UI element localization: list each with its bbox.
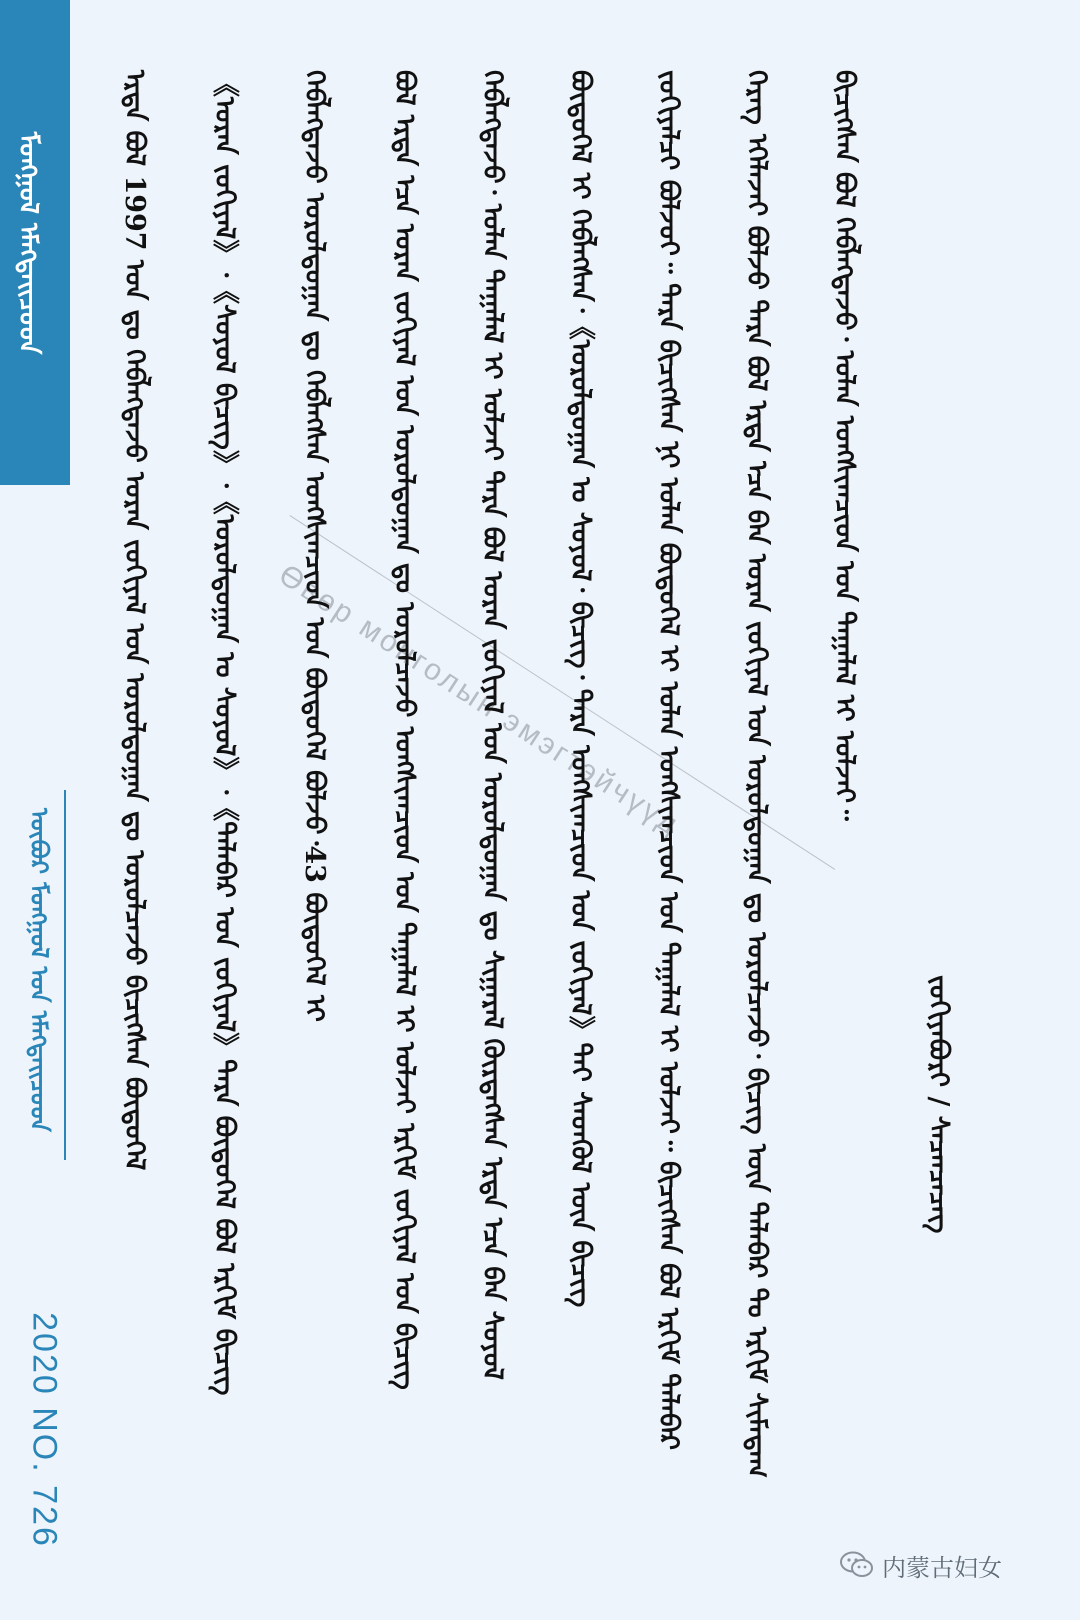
wechat-icon (840, 1551, 874, 1579)
journal-name (24, 790, 64, 1150)
journal-divider (64, 790, 66, 1160)
issue-text: 2020 NO. 726 (25, 1312, 64, 1548)
author-name: ᠵᠣᠬᠢᠶᠠᠪᠤᠷᠢ / ᠰᠡᠴᠡᠨᠴᠡᠴᠡᠭ (923, 975, 954, 1234)
article-body (118, 70, 998, 1530)
source-name: 内蒙古妇女 (882, 1553, 1002, 1582)
text-column: 《ᠤᠷᠠᠨ ᠵᠣᠬᠢᠶᠠᠯ》᠂《ᠰᠣᠶᠣᠯ ᠪᠢᠴᠢᠭ》᠂《ᠤᠷᠤᠯᠳᠤᠭᠠᠨ ᠤ ᠰᠣᠶᠣᠯ》᠂《ᠲᠠᠯᠠᠪᠠᠷ ᠤᠨ ᠵᠣᠬᠢᠶᠠᠯ》ᠲᠡᠷᠡ ᠪᠦᠲᠦᠭᠡᠯ ᠪᠣᠯ ᠡᠷᠬᠢᠮ ᠪᠢᠴᠢᠭ (209, 70, 240, 1396)
text-column: ᠪᠣᠯ ᠡᠷᠲᠡ ᠡᠴᠡ ᠤᠷᠠᠨ ᠵᠣᠬᠢᠶᠠᠯ ᠤᠨ ᠤᠷᠤᠯᠳᠤᠭᠠᠨ ᠳᠤ ᠣᠷᠣᠯᠴᠠᠵᠦ ᠤᠩᠰᠢᠭᠴᠢᠳ ᠤᠨ ᠲᠠᠭᠠᠯᠠᠯ ᠢ ᠣᠯᠵᠠᠢ ᠡᠷᠬᠢᠮ ᠵᠣᠬᠢᠶᠠᠯ ᠤᠨ ᠪᠢᠴᠢᠭ (389, 70, 420, 1390)
text-column: ᠪᠦᠲᠦᠭᠡᠯ ᠢ ᠬᠡᠪᠯᠡᠭᠰᠡᠨ᠂《ᠤᠷᠤᠯᠳᠤᠭᠠᠨ ᠤ ᠰᠣᠶᠣᠯ᠂ ᠪᠢᠴᠢᠭ᠂ ᠲᠡᠷᠡ ᠤᠩᠰᠢᠭᠴᠢᠳ ᠤᠨ ᠵᠣᠬᠢᠶᠠᠯ》ᠲᠠᠢ ᠰᠡᠳᠬᠦᠯ ᠦᠨ ᠪᠢᠴᠢᠭ (565, 70, 596, 1308)
text-column: ᠡᠷᠲᠡ ᠪᠣᠯ 1997 ᠣᠨ ᠳᠤ ᠬᠡᠪᠯᠡᠭᠳᠡᠵᠦ ᠤᠷᠠᠨ ᠵᠣᠬᠢᠶᠠᠯ ᠤᠨ ᠤᠷᠤᠯᠳᠤᠭᠠᠨ ᠳᠤ ᠣᠷᠣᠯᠴᠠᠵᠦ ᠪᠢᠴᠢᠭᠰᠡᠨ ᠪᠦᠲᠦᠭᠡᠯ (119, 70, 150, 1171)
journal-name-text: ᠥᠪᠦᠷ ᠮᠣᠩᠭᠣᠯ ᠤᠨ ᠡᠮᠡᠭᠲᠡᠢᠴᠦᠳ (25, 808, 53, 1132)
text-column: ᠬᠡᠷᠡᠭ ᠡᠬᠡᠯᠡᠵᠡᠢ ᠪᠣᠯᠵᠣ ᠲᠡᠷᠡ ᠪᠣᠯ ᠡᠷᠲᠡ ᠡᠴᠡ ᠪᠠᠨ ᠤᠷᠠᠨ ᠵᠣᠬᠢᠶᠠᠯ ᠤᠨ ᠤᠷᠤᠯᠳᠤᠭᠠᠨ ᠳᠤ ᠣᠷᠣᠯᠴᠠᠵᠦ᠂ ᠪᠢᠴᠢᠭ ᠦᠨ ᠲᠠᠯᠠᠪᠠᠷ ᠲᠤ ᠡᠷᠬᠢᠮ ᠰᠢᠮᠠᠳᠠᠭ (741, 70, 772, 1478)
text-column: ᠪᠢᠴᠢᠭᠰᠡᠨ ᠪᠣᠯ ᠬᠡᠪᠯᠡᠭᠳᠡᠵᠦ᠂ ᠣᠯᠠᠨ ᠤᠩᠰᠢᠭᠴᠢᠳ ᠤᠨ ᠲᠠᠭᠠᠯᠠᠯ ᠢ ᠣᠯᠵᠠᠢ᠃ (829, 70, 860, 821)
text-column: ᠬᠡᠪᠯᠡᠭᠳᠡᠵᠦ ᠤᠷᠤᠯᠳᠤᠭᠠᠨ ᠳᠤ ᠬᠡᠪᠯᠡᠭᠰᠡᠨ ᠤᠩᠰᠢᠭᠴᠢᠳ ᠤᠨ ᠪᠦᠲᠦᠭᠡᠯ ᠪᠣᠯᠵᠣ᠂43 ᠪᠦᠲᠦᠭᠡᠯ ᠢ (299, 70, 330, 1022)
section-title: ᠮᠣᠩᠭᠣᠯ ᠡᠮᠡᠭᠲᠡᠢᠴᠦᠳ (13, 131, 43, 354)
author-byline (925, 975, 985, 1515)
source-credit (840, 1545, 1060, 1585)
text-column: ᠬᠡᠪᠯᠡᠭᠳᠡᠵᠦ᠂ ᠣᠯᠠᠨ ᠲᠠᠭᠠᠯᠠᠯ ᠢ ᠣᠯᠵᠠᠢ ᠲᠡᠷᠡ ᠪᠣᠯ ᠤᠷᠠᠨ ᠵᠣᠬᠢᠶᠠᠯ ᠤᠨ ᠤᠷᠤᠯᠳᠤᠭᠠᠨ ᠳᠤ ᠰᠢᠭᠠᠷᠠᠯ ᠬᠦᠷᠲᠡᠭᠰᠡᠨ ᠡᠷᠲᠡ ᠡᠴᠡ ᠪᠠᠨ ᠰᠣᠶᠣᠯ (477, 70, 508, 1381)
issue-number (18, 1285, 70, 1575)
section-tab (0, 0, 70, 485)
watermark: Өвөр монголын эмэгтэйчүүд (272, 558, 687, 843)
text-column: ᠵᠣᠬᠢᠶᠠᠯᠴᠢ ᠪᠣᠯᠵᠣᠢ᠃ ᠲᠡᠷᠡ ᠪᠢᠴᠢᠭᠰᠡᠨ ᠨᠢ ᠣᠯᠠᠨ ᠪᠦᠲᠦᠭᠡᠯ ᠢ ᠣᠯᠠᠨ ᠤᠩᠰᠢᠭᠴᠢᠳ ᠤᠨ ᠲᠠᠭᠠᠯᠠᠯ ᠢ ᠣᠯᠵᠠᠢ᠃ ᠪᠢᠴᠢᠭᠰᠡᠨ ᠪᠣᠯ ᠡᠷᠬᠢᠮ ᠲᠠᠯᠠᠪᠠᠷ (653, 70, 684, 1450)
